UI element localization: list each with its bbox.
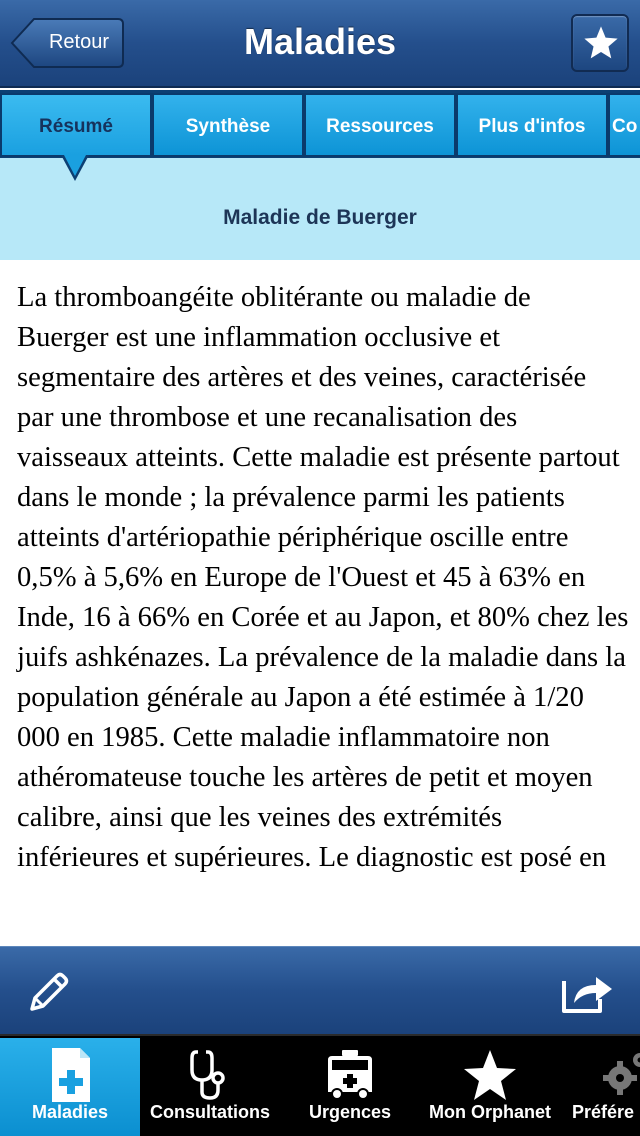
summary-text: La thromboangéite oblitérante ou maladie de Buerger est une inflammation occlusive et segmentaire des artères et des veines, caractérisée par une thrombose et une recanalisation des vaisseaux atteints. Cette maladie est présente partout dans le monde ; la prévalence parmi les patients atteints d'artériopathie périphérique oscille entre 0,5% à 5,6% en Europe de l'Ouest et 45 à 63% en Inde, 16 à 66% en Corée et au Japon, et 80% chez les juifs ashkénazes. La prévalence de la maladie dans la population générale au Japon a été estimée à 1/20 000 en 1985. Cette maladie inflammatoire non athéromateuse touche les artères de petit et moyen calibre, ainsi que les veines des extrémités inférieures et supérieures. Le diagnostic est posé en xyxy=(17,282,629,873)
tabbar-label-mon-orphanet: Mon Orphanet xyxy=(429,1102,551,1122)
share-icon xyxy=(560,967,616,1017)
tabbar-item-maladies[interactable] xyxy=(0,1038,140,1136)
tabbar-item-consultations[interactable] xyxy=(140,1038,280,1136)
tab-resume[interactable]: Résumé xyxy=(0,93,152,157)
pencil-icon xyxy=(24,967,74,1017)
back-button[interactable] xyxy=(10,17,125,69)
tabbar-label-maladies: Maladies xyxy=(31,1102,109,1122)
ambulance-icon xyxy=(320,1048,380,1104)
tabbar-item-preferences[interactable] xyxy=(560,1038,640,1136)
navigation-bar xyxy=(0,0,640,88)
stethoscope-icon xyxy=(180,1048,240,1104)
content-tabs xyxy=(0,90,640,158)
disease-title: Maladie de Buerger xyxy=(0,158,640,260)
document-plus-icon xyxy=(40,1048,100,1104)
share-button[interactable] xyxy=(560,967,616,1017)
tabbar-label-urgences: Urgences xyxy=(308,1102,392,1122)
tab-co[interactable]: Co xyxy=(608,93,640,157)
page-title: Maladies xyxy=(243,21,397,62)
tab-synthese[interactable]: Synthèse xyxy=(152,93,304,157)
favorite-button[interactable] xyxy=(571,14,629,72)
tab-plus-infos[interactable]: Plus d'infos xyxy=(456,93,608,157)
tab-bar xyxy=(0,1034,640,1136)
edit-button[interactable] xyxy=(24,967,74,1017)
tabbar-item-urgences[interactable] xyxy=(280,1038,420,1136)
tab-ressources[interactable]: Ressources xyxy=(304,93,456,157)
bottom-toolbar xyxy=(0,946,640,1034)
back-button-label: Retour xyxy=(48,31,110,53)
gears-icon xyxy=(596,1048,640,1104)
tabbar-item-mon-orphanet[interactable] xyxy=(420,1038,560,1136)
star-icon xyxy=(582,24,620,62)
tabbar-label-consultations: Consultations xyxy=(150,1102,270,1122)
summary-content[interactable] xyxy=(0,260,640,946)
tabbar-label-preferences: Préfére xyxy=(572,1102,635,1122)
active-tab-pointer-fill xyxy=(64,155,86,176)
star-icon xyxy=(460,1048,520,1104)
